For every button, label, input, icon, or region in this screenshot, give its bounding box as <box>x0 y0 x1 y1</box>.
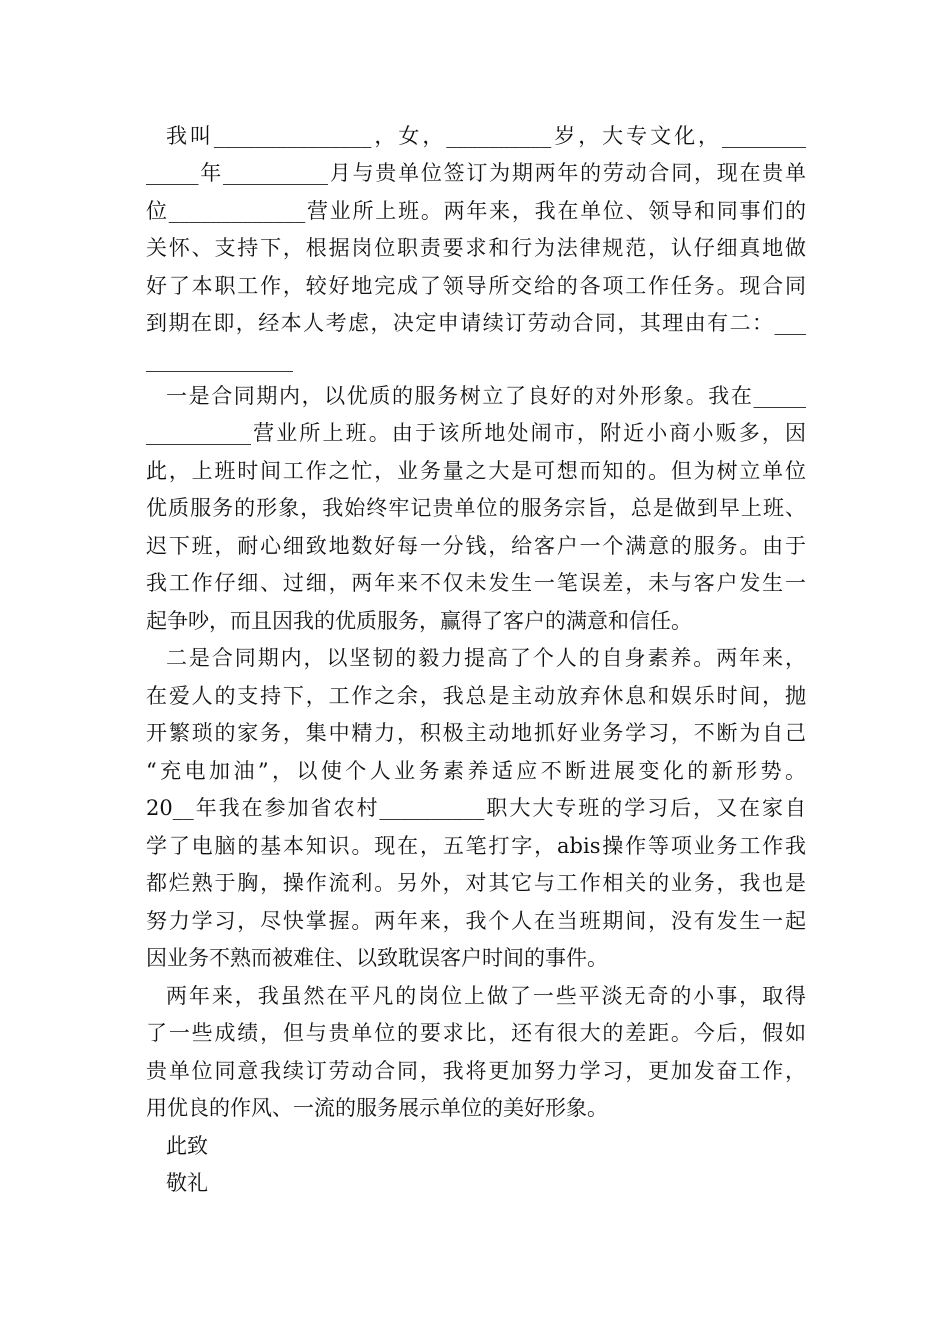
text-line: 迟下班，耐心细致地数好每一分钱，给客户一个满意的服务。由于 <box>146 534 806 558</box>
text-line: 关怀、支持下，根据岗位职责要求和行为法律规范，认仔细真地做 <box>146 236 806 260</box>
text-line: 学了电脑的基本知识。现在，五笔打字，abis操作等项业务工作我 <box>146 834 806 858</box>
text-line: 优质服务的形象，我始终牢记贵单位的服务宗旨，总是做到早上班、 <box>146 496 806 520</box>
text-line: _____年__________月与贵单位签订为期两年的劳动合同，现在贵单 <box>146 161 806 185</box>
text-line: 我叫_______________，女，__________岁，大专文化，________ <box>166 124 806 148</box>
text-line: 都烂熟于胸，操作流利。另外，对其它与工作相关的业务，我也是 <box>146 871 806 895</box>
text-line: 两年来，我虽然在平凡的岗位上做了一些平淡无奇的小事，取得 <box>166 984 806 1008</box>
text-line: 好了本职工作，较好地完成了领导所交给的各项工作任务。现合同 <box>146 274 806 298</box>
text-line: 到期在即，经本人考虑，决定申请续订劳动合同，其理由有二：___ <box>146 311 806 335</box>
text-line: 用优良的作风、一流的服务展示单位的美好形象。 <box>146 1096 608 1120</box>
text-line: 位_____________营业所上班。两年来，我在单位、领导和同事们的 <box>146 199 806 223</box>
closing-salutation: 此致 <box>166 1134 208 1158</box>
text-line: 起争吵，而且因我的优质服务，赢得了客户的满意和信任。 <box>146 609 692 633</box>
text-line: 20__年我在参加省农村__________职大大专班的学习后，又在家自 <box>146 796 806 820</box>
text-line: 了一些成绩，但与贵单位的要求比，还有很大的差距。今后，假如 <box>146 1021 806 1045</box>
text-line: 我工作仔细、过细，两年来不仅未发生一笔误差，未与客户发生一 <box>146 571 806 595</box>
text-line: __________营业所上班。由于该所地处闹市，附近小商小贩多，因 <box>146 421 806 445</box>
text-line: ______________ <box>146 348 293 372</box>
text-line: 此，上班时间工作之忙，业务量之大是可想而知的。但为树立单位 <box>146 459 806 483</box>
text-line: “充电加油”，以使个人业务素养适应不断进展变化的新形势。 <box>146 759 806 783</box>
text-line: 贵单位同意我续订劳动合同，我将更加努力学习，更加发奋工作， <box>146 1059 806 1083</box>
text-line: 二是合同期内，以坚韧的毅力提高了个人的自身素养。两年来， <box>166 646 806 670</box>
text-line: 在爱人的支持下，工作之余，我总是主动放弃休息和娱乐时间，抛 <box>146 684 806 708</box>
text-line: 一是合同期内，以优质的服务树立了良好的对外形象。我在_____ <box>166 384 806 408</box>
text-line: 开繁琐的家务，集中精力，积极主动地抓好业务学习，不断为自己 <box>146 721 806 745</box>
text-line: 因业务不熟而被难住、以致耽误客户时间的事件。 <box>146 946 608 970</box>
closing-regards: 敬礼 <box>166 1171 208 1195</box>
text-line: 努力学习，尽快掌握。两年来，我个人在当班期间，没有发生一起 <box>146 909 806 933</box>
